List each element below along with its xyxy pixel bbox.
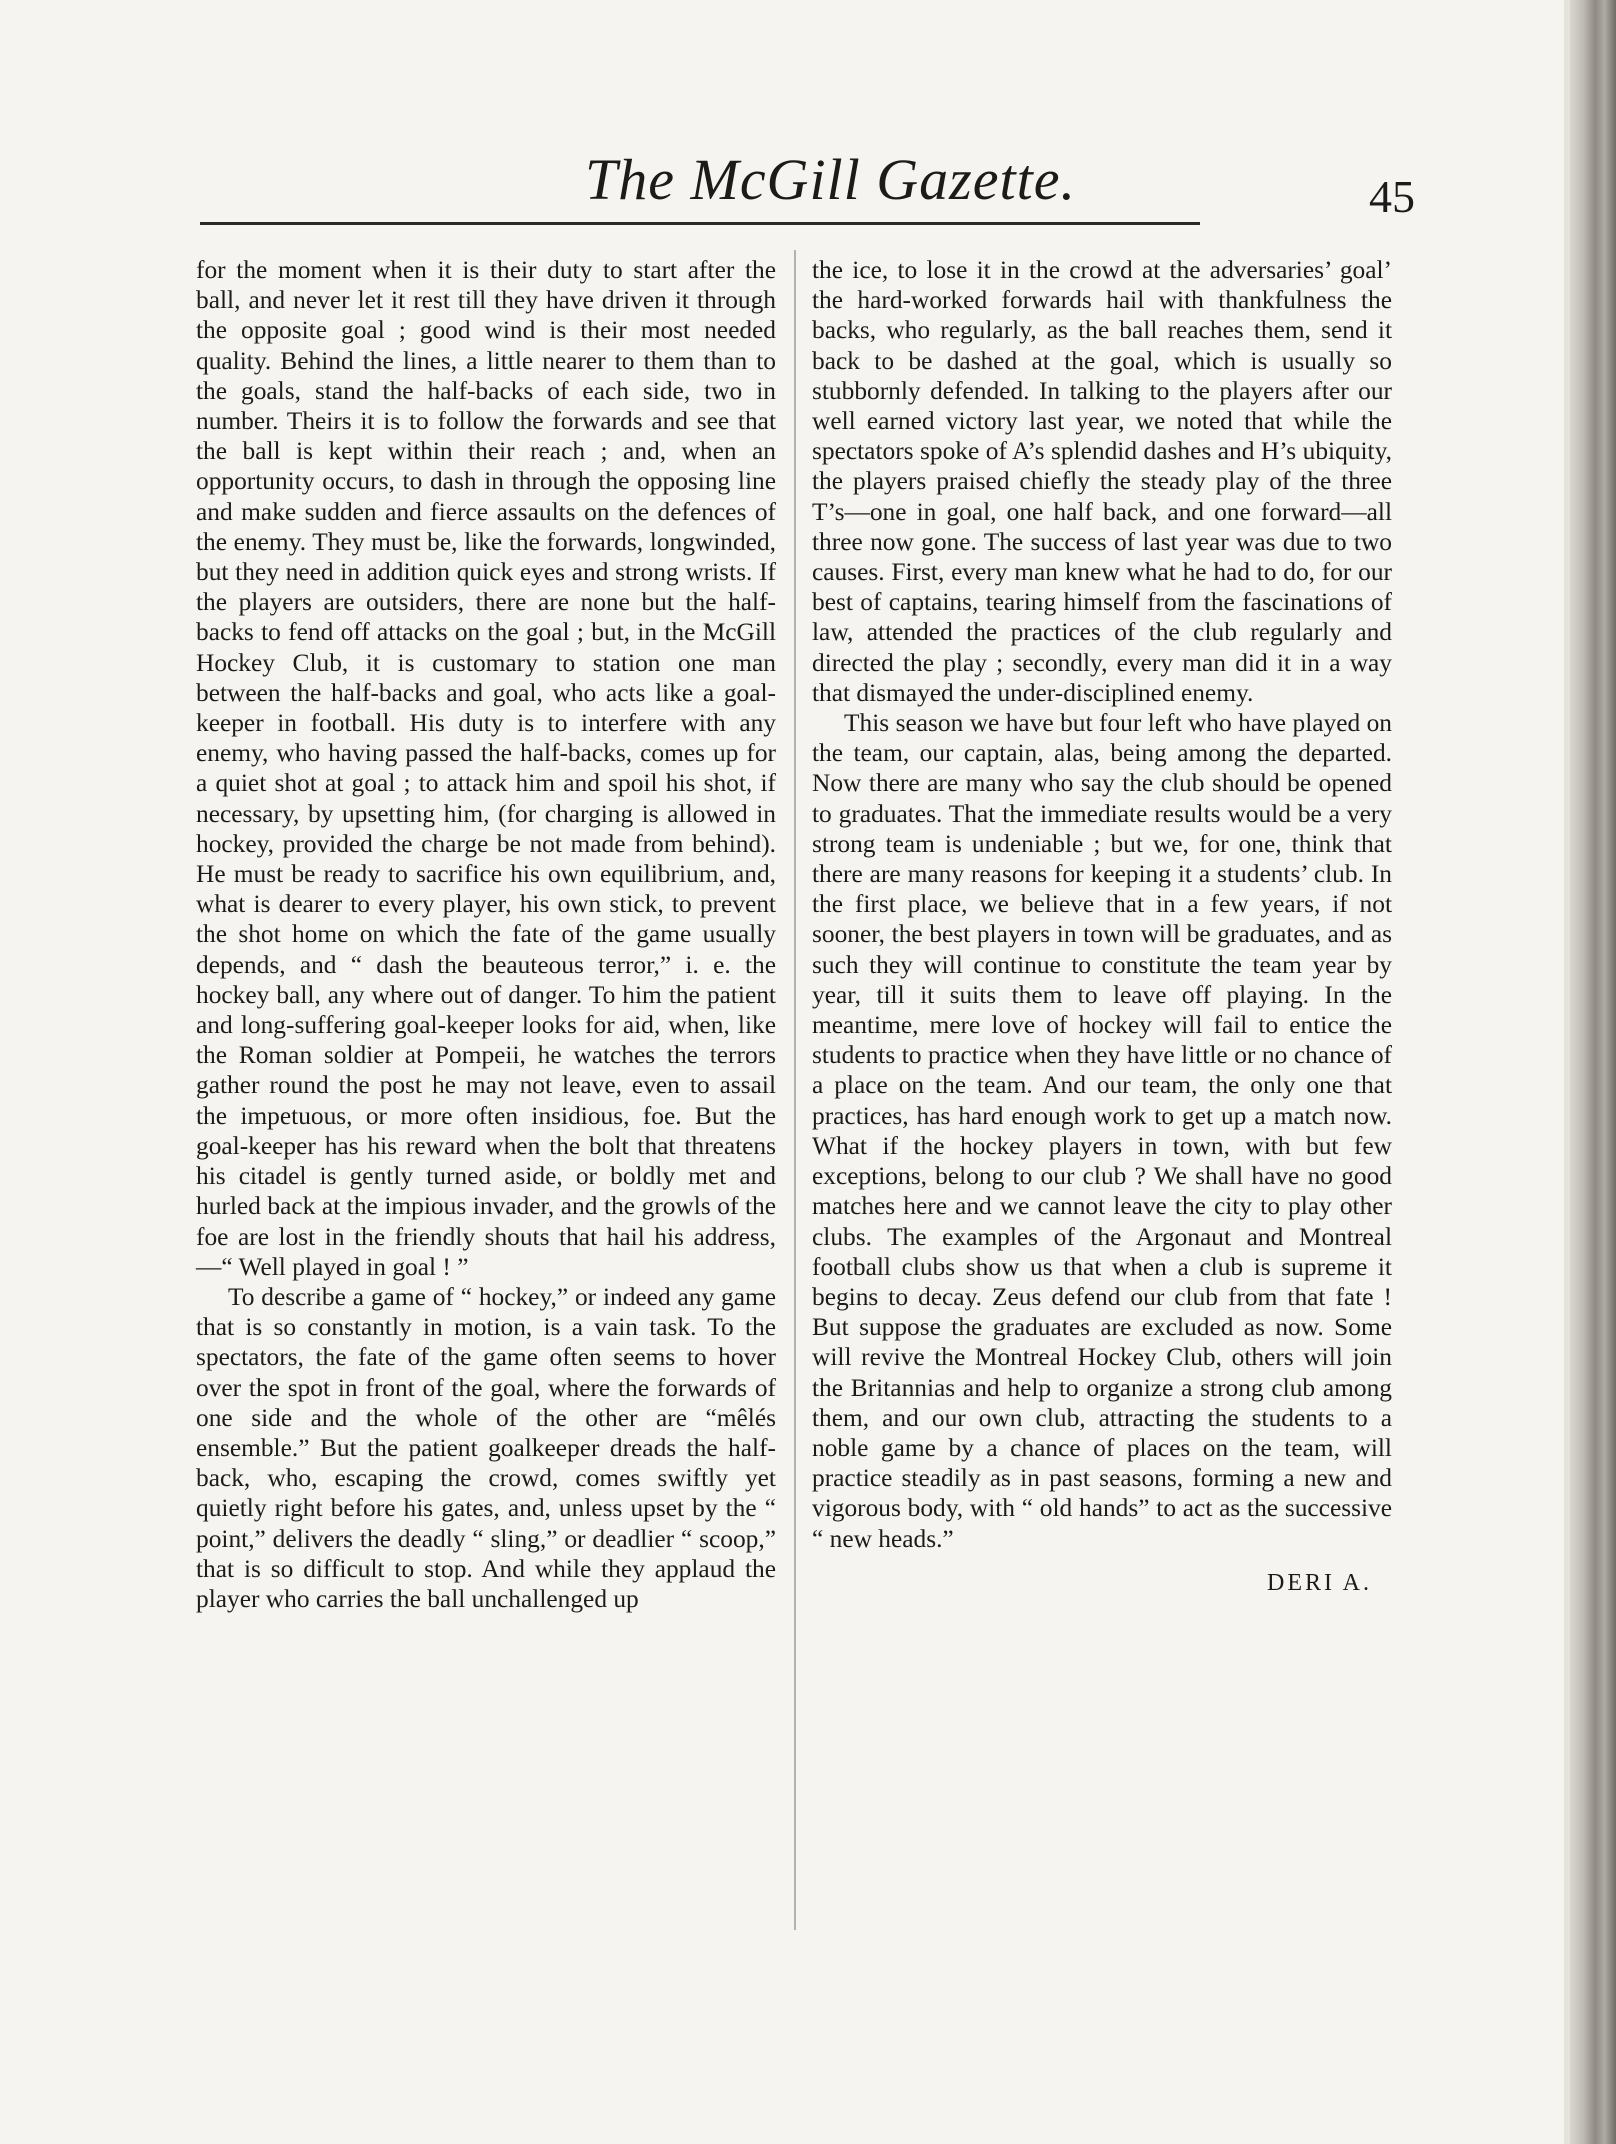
paragraph: To describe a game of “ hockey,” or indeed any game that is so constantly in motion, is a vain task. To the spectators, the fate of the game often seems to hover over the spot in front of the goal, where the forwards of one side and the whole of the other are “mêlés ensemble.” But the patient goalkeeper dreads the half-back, who, escaping the crowd, comes swiftly yet quietly right before his gates, and, unless upset by the “ point,” delivers the deadly “ sling,” or deadlier “ scoop,” that is so difficult to stop. And while they applaud the player who carries the ball unchallenged up (196, 1282, 776, 1613)
page-header (200, 140, 1415, 230)
paragraph: the ice, to lose it in the crowd at the adversaries’ goal’ the hard-worked forwards hail with thankfulness the backs, who regularly, as the ball reaches them, send it back to be dashed at the goal, which is usually so stubbornly defended. In talking to the players after our well earned victory last year, we noted that while the spectators spoke of A’s splendid dashes and H’s ubiquity, the players praised chiefly the steady play of the three T’s—one in goal, one half back, and one forward—all three now gone. The success of last year was due to two causes. First, every man knew what he had to do, for our best of captains, tearing himself from the fascinations of law, attended the practices of the club regularly and directed the play ; secondly, every man did it in a way that dismayed the under-disciplined enemy. (812, 256, 1392, 707)
left-column (196, 255, 776, 1614)
author-signature: DERI A. (1267, 1569, 1372, 1596)
column-divider (794, 250, 796, 1930)
paragraph: for the moment when it is their duty to start after the ball, and never let it rest till they have driven it through the opposite goal ; good wind is their most needed quality. Behind the lines, a little nearer to them than to the goals, stand the half-backs of each side, two in number. Theirs it is to follow the forwards and see that the ball is kept within their reach ; and, when an opportunity occurs, to dash in through the opposing line and make sudden and fierce assaults on the defences of the enemy. They must be, like the forwards, longwinded, but they need in addition quick eyes and strong wrists. If the players are outsiders, there are none but the half-backs to fend off attacks on the goal ; but, in the McGill Hockey Club, it is customary to station one man between the half-backs and goal, who acts like a goal-keeper in football. His duty is to interfere with any enemy, who having passed the half-backs, comes up for a quiet shot at goal ; to attack him and spoil his shot, if necessary, by upsetting him, (for charging is allowed in hockey, provided the charge be not made from behind). He must be ready to sacrifice his own equilibrium, and, what is dearer to every player, his own stick, to prevent the shot home on which the fate of the game usually depends, and “ dash the beauteous terror,” i. e. the hockey ball, any where out of danger. To him the patient and long-suffering goal-keeper looks for aid, when, like the Roman soldier at Pompeii, he watches the terrors gather round the post he may not leave, even to assail the impetuous, or more often insidious, foe. But the goal-keeper has his reward when the bolt that threatens his citadel is gently turned aside, or boldly met and hurled back at the impious invader, and the growls of the foe are lost in the friendly shouts that hail his address,—“ Well played in goal ! ” (196, 256, 776, 1281)
book-spine-edge (1570, 0, 1616, 2144)
journal-title: The McGill Gazette. (585, 147, 1076, 212)
paragraph: This season we have but four left who have played on the team, our captain, alas, being among the departed. Now there are many who say the club should be opened to graduates. That the immediate results would be a very strong team is undeniable ; but we, for one, think that there are many reasons for keeping it a students’ club. In the first place, we believe that in a few years, if not sooner, the best players in town will be graduates, and as such they will continue to constitute the team year by year, till it suits them to leave off playing. In the meantime, mere love of hockey will fail to entice the students to practice when they have little or no chance of a place on the team. And our team, the only one that practices, has hard enough work to get up a match now. What if the hockey players in town, with but few exceptions, belong to our club ? We shall have no good matches here and we cannot leave the city to play other clubs. The examples of the Argonaut and Montreal football clubs show us that when a club is supreme it begins to decay. Zeus defend our club from that fate ! But suppose the graduates are excluded as now. Some will revive the Montreal Hockey Club, others will join the Britannias and help to organize a strong club among them, and our own club, attracting the students to a noble game by a chance of places on the team, will practice steadily as in past seasons, forming a new and vigorous body, with “ old hands” to act as the successive “ new heads.” (812, 709, 1392, 1553)
header-rule (200, 222, 1200, 225)
right-column (812, 255, 1392, 1598)
page-number: 45 (1369, 171, 1415, 222)
